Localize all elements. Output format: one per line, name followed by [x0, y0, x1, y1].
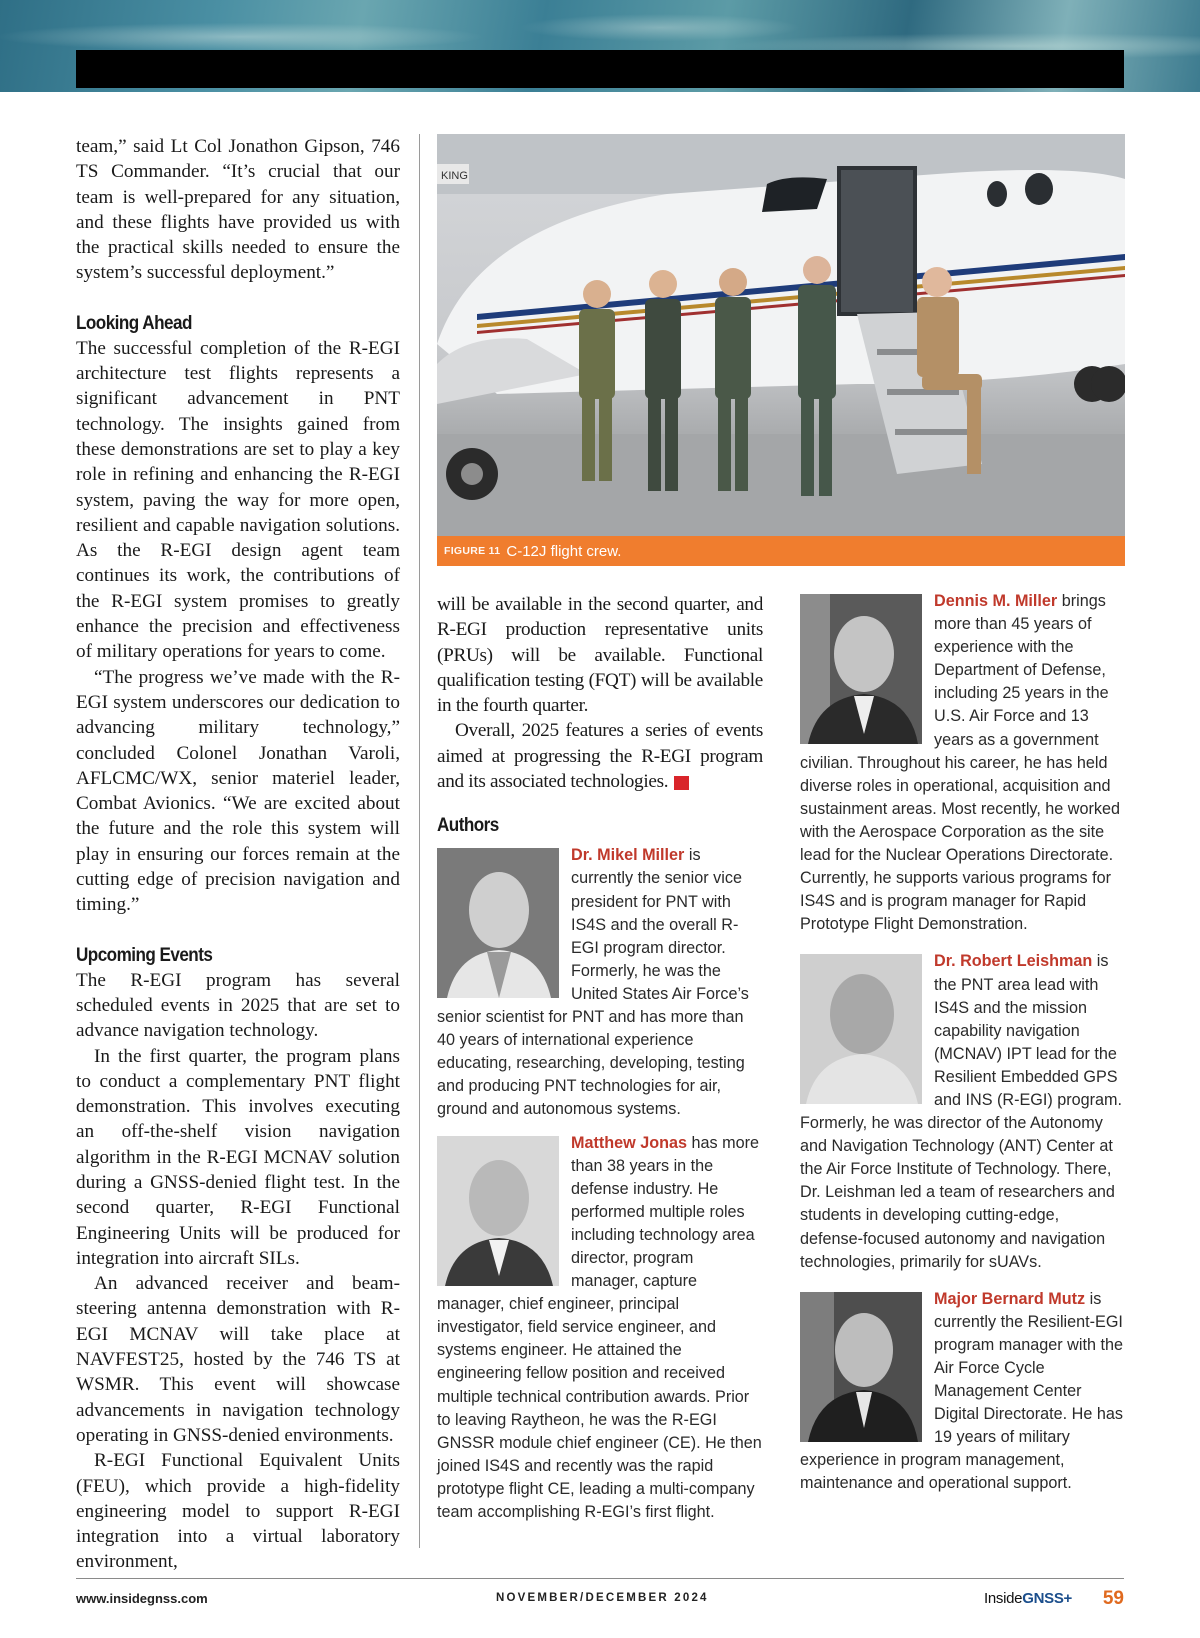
figure-11-photo [437, 134, 1125, 536]
author-name-dennis-miller: Dennis M. Miller [934, 592, 1058, 610]
heading-upcoming-events: Upcoming Events [76, 944, 213, 966]
left-paragraph-2: The successful completion of the R-EGI architecture test flights represents a significant advancement in PNT technology. The insights gained from these demonstrations are set to play a key role in refining and enhancing the R-EGI system, paving the way for more open, resilient and capable navigation solutions. As the R-EGI design agent team continues its work, the contributions of the R-EGI system promises to greatly enhance the precision and effectiveness of military operations for years to come. [76, 337, 400, 663]
author-text-mikel-miller: is currently the senior vice president for PNT with IS4S and the overall R-EGI program director. Formerly, he was the United States Air Force’s senior scientist for PNT and has more than 40 years of international experience educating, researching, developing, testing and producing PNT technologies for air, ground and autonomous systems. [437, 846, 749, 1119]
figure-label: FIGURE 11 [444, 545, 501, 557]
brand-prefix: Inside [983, 1590, 1023, 1607]
ig-end-mark-icon: IG [674, 776, 689, 790]
hangar-sign-text: KING [441, 170, 468, 182]
left-paragraph-5: In the first quarter, the program plans to conduct a complementary PNT flight demonstration. This involves executing an off-the-shelf vision navigation algorithm in the R-EGI MCNAV solution during a GNSS-denied flight test. In the second quarter, R-EGI Functional Engineering Units will be produced for integration into aircraft SILs. [76, 1045, 400, 1269]
author-name-bernard-mutz: Major Bernard Mutz [934, 1289, 1086, 1308]
author-portrait-matthew-jonas [437, 1136, 559, 1286]
middle-paragraph-2-text: Overall, 2025 features a series of events aimed at progressing the R-EGI program and its associated technologies. [437, 720, 763, 793]
footer-url[interactable]: www.insidegnss.com [76, 1591, 208, 1606]
header-black-bar [76, 50, 1124, 88]
left-paragraph-7: R-EGI Functional Equivalent Units (FEU), which provide a high-fidelity engineering model to support R-EGI integration into a virtual laboratory environment, [76, 1450, 400, 1573]
page-number: 59 [1102, 1588, 1124, 1609]
author-portrait-dennis-miller [800, 594, 922, 744]
portrait-silhouette-icon [800, 1292, 922, 1442]
middle-column [437, 592, 763, 1524]
author-bio-matthew-jonas [437, 1132, 763, 1525]
left-column [76, 134, 400, 1575]
left-paragraph-6: An advanced receiver and beam-steering antenna demonstration with R-EGI MCNAV will take place at NAVFEST25, hosted by the 746 TS at WSMR. This event will showcase advancements in navigation technology operating in GNSS-denied environments. [76, 1273, 400, 1446]
portrait-silhouette-icon [437, 1136, 559, 1286]
footer-rule [76, 1578, 1124, 1579]
left-paragraph-3: “The progress we’ve made with the R-EGI system underscores our dedication to advancing military technology,” concluded Colonel Jonathan Varoli, AFLCMC/WX, senior materiel leader, Combat Avionics. “We are excited about the future and the role this system will play in ensuring our forces remain at the cutting edge of precision navigation and timing.” [76, 666, 400, 916]
author-bio-mikel-miller [437, 844, 763, 1121]
author-bio-bernard-mutz [800, 1288, 1126, 1496]
left-paragraph-4: The R-EGI program has several scheduled events in 2025 that are set to advance navigation technology. [76, 969, 400, 1042]
footer-issue-date: NOVEMBER/DECEMBER 2024 [496, 1592, 709, 1604]
portrait-silhouette-icon [800, 594, 922, 744]
author-text-matthew-jonas: has more than 38 years in the defense industry. He performed multiple roles including technology area director, program manager, capture manager, chief engineer, principal investigator, field service engineer, and systems engineer. He attained the engineering fellow position and received multiple technical contribution awards. Prior to leaving Raytheon, he was the R-EGI GNSSR module chief engineer (CE). He then joined IS4S and recently was the rapid prototype flight CE, leading a multi-company team accomplishing R-EGI’s first flight. [437, 1133, 762, 1521]
heading-authors: Authors [437, 815, 499, 837]
aircraft-crew-illustration [437, 134, 1125, 536]
middle-paragraph-1: will be available in the second quarter, and R-EGI production representative units (PRUs) will be available. Functional qualification testing (FQT) will be available in the fourth quarter. [437, 594, 763, 717]
middle-paragraph-2 [437, 718, 763, 794]
author-bio-dennis-miller [800, 590, 1126, 936]
author-name-matthew-jonas: Matthew Jonas [571, 1133, 688, 1152]
author-text-bernard-mutz: is currently the Resilient-EGI program manager with the Air Force Cycle Management Center Digital Directorate. He has 19 years of military experience in program management, maintenance and operational support. [800, 1289, 1123, 1493]
figure-caption: C-12J flight crew. [506, 542, 622, 560]
portrait-silhouette-icon [800, 954, 922, 1104]
portrait-silhouette-icon [437, 848, 559, 998]
author-text-dennis-miller: brings more than 45 years of experience with the Department of Defense, including 25 years in the U.S. Air Force and 13 years as a government civilian. Throughout his career, he has held diverse roles in operational, acquisition and sustainment areas. Most recently, he worked with the Aerospace Corporation as the site lead for the Nuclear Operations Directorate. Currently, he supports various programs for IS4S and is program manager for Rapid Prototype Flight Demonstration. [800, 592, 1120, 934]
author-portrait-bernard-mutz [800, 1292, 922, 1442]
right-column [800, 590, 1126, 1496]
author-bio-robert-leishman [800, 950, 1126, 1273]
author-text-robert-leishman: is the PNT area lead with IS4S and the mission capability navigation (MCNAV) IPT lead for the Resilient Embedded GPS and INS (R-EGI) program. Formerly, he was director of the Autonomy and Navigation Technology (ANT) Center at the Air Force Institute of Technology. There, Dr. Leishman led a team of researchers and students in developing cutting-edge, defense-focused autonomy and navigation technologies, primarily for sUAVs. [800, 952, 1123, 1271]
author-name-robert-leishman: Dr. Robert Leishman [934, 952, 1093, 971]
footer-brand-logo [984, 1590, 1072, 1607]
page-footer [76, 1588, 1124, 1612]
author-name-mikel-miller: Dr. Mikel Miller [571, 846, 685, 865]
author-portrait-mikel-miller [437, 848, 559, 998]
brand-bold: GNSS+ [1022, 1590, 1072, 1607]
author-portrait-robert-leishman [800, 954, 922, 1104]
column-divider [419, 134, 420, 1548]
heading-looking-ahead: Looking Ahead [76, 312, 192, 334]
left-paragraph-1: team,” said Lt Col Jonathon Gipson, 746 TS Commander. “It’s crucial that our team is well-prepared for any situation, and these flights have provided us with the practical skills needed to ensure the system’s successful deployment.” [76, 136, 400, 284]
figure-caption-bar [437, 536, 1125, 566]
